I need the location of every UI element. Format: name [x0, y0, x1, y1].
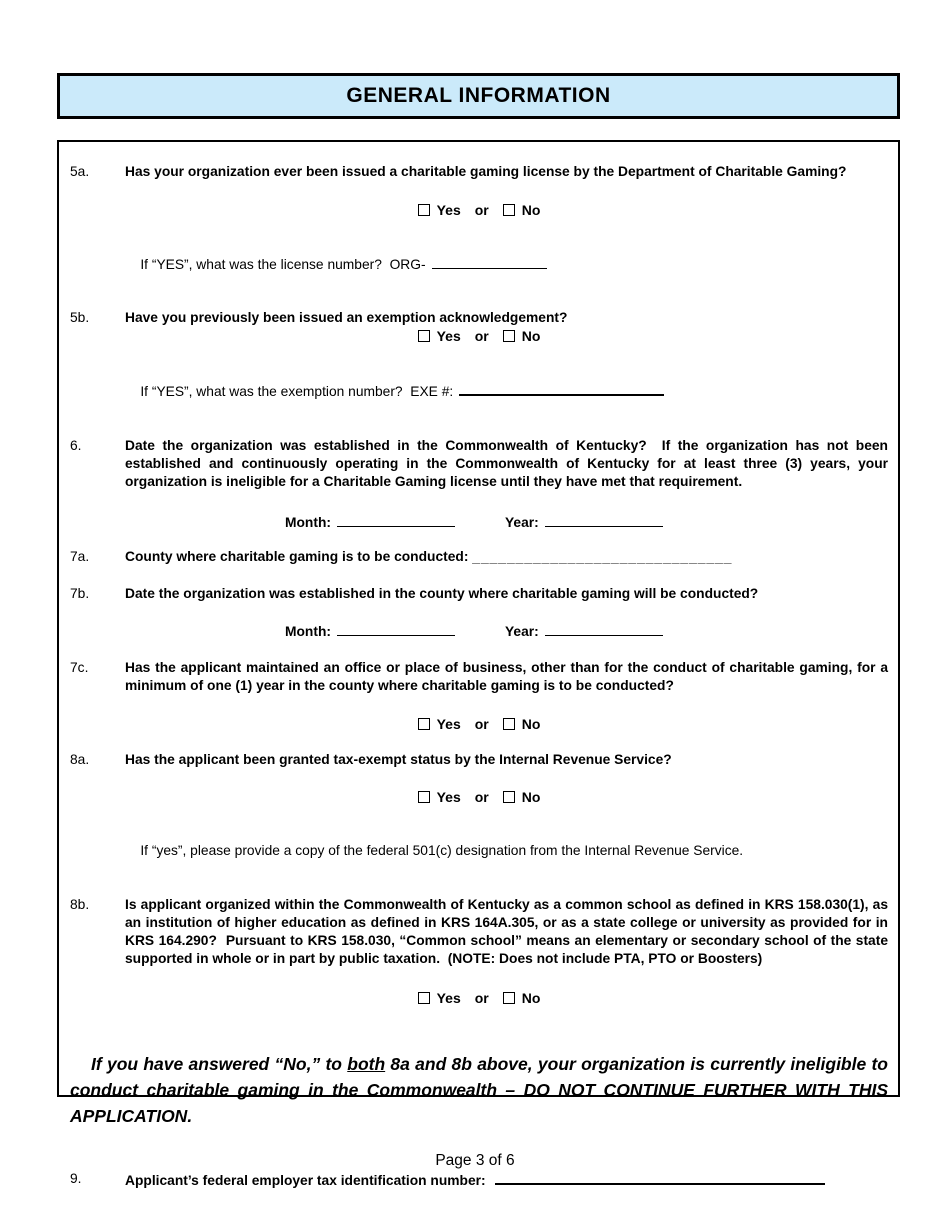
question-label: County where charitable gaming is to be conducted: — [125, 549, 473, 564]
question-8b — [70, 896, 892, 968]
no-label: No — [521, 328, 541, 344]
warning-underlined-word: both — [347, 1054, 386, 1074]
or-label: or — [474, 328, 489, 344]
month-input[interactable] — [337, 512, 455, 527]
no-label: No — [521, 716, 541, 732]
question-number: 8b. — [70, 897, 90, 912]
question-text: Have you previously been issued an exemption acknowledgement? — [125, 310, 568, 325]
or-label: or — [474, 202, 489, 218]
question-5b-followup — [125, 363, 888, 419]
no-label: No — [521, 202, 541, 218]
month-label: Month: — [285, 515, 331, 530]
yes-checkbox[interactable] — [418, 204, 430, 216]
exemption-number-input[interactable] — [459, 381, 664, 396]
month-input[interactable] — [337, 621, 455, 636]
ineligibility-warning — [70, 1025, 893, 1155]
question-5b — [70, 309, 888, 327]
question-8b-yesno — [70, 989, 888, 1007]
question-7b-date-row — [70, 621, 888, 641]
question-text: Date the organization was established in the Commonwealth of Kentucky? If the organization has not been established and continuously operating in the Commonwealth of Kentucky for at least three (3) years, your organization is ineligible for a Charitable Gaming license until they have met that requirement. — [125, 438, 892, 489]
page-number: Page 3 of 6 — [435, 1152, 515, 1169]
yes-label: Yes — [436, 716, 461, 732]
question-text: Has your organization ever been issued a charitable gaming license by the Department of Charitable Gaming? — [125, 164, 847, 179]
no-checkbox[interactable] — [503, 992, 515, 1004]
yes-label: Yes — [436, 202, 461, 218]
no-label: No — [521, 789, 541, 805]
yes-label: Yes — [436, 328, 461, 344]
yes-label: Yes — [436, 990, 461, 1006]
question-text — [125, 1170, 888, 1190]
question-number: 8a. — [70, 752, 90, 767]
year-label: Year: — [504, 624, 539, 639]
no-checkbox[interactable] — [503, 204, 515, 216]
no-label: No — [521, 990, 541, 1006]
question-text: Has the applicant been granted tax-exempt status by the Internal Revenue Service? — [125, 752, 672, 767]
question-9 — [70, 1170, 888, 1190]
or-label: or — [474, 990, 489, 1006]
question-text: Date the organization was established in the county where charitable gaming will be conducted? — [125, 586, 759, 601]
yes-checkbox[interactable] — [418, 330, 430, 342]
year-input[interactable] — [545, 621, 663, 636]
question-text: Is applicant organized within the Commonwealth of Kentucky as a common school as defined in KRS 158.030(1), as an institution of higher education as defined in KRS 164A.305, or as a state college or university as provided for in KRS 164.290? Pursuant to KRS 158.030, “Common school” means an elementary or secondary school of the state supported in whole or in part by public taxation. (NOTE: Does not include PTA, PTO or Boosters) — [125, 897, 892, 966]
question-5a — [70, 163, 888, 181]
year-label: Year: — [504, 515, 539, 530]
warning-text-part2: 8a and 8b above, your organization is currently ineligible to conduct charitable gaming in the Commonwealth – DO NOT CONTINUE FURTHER WITH THIS APPLICATION. — [70, 1054, 893, 1126]
or-label: or — [474, 789, 489, 805]
note-text: If “yes”, please provide a copy of the federal 501(c) designation from the Internal Revenue Service. — [140, 843, 744, 858]
or-label: or — [474, 716, 489, 732]
license-number-input[interactable] — [432, 254, 547, 269]
page-footer — [0, 1152, 950, 1170]
no-checkbox[interactable] — [503, 718, 515, 730]
yes-label: Yes — [436, 789, 461, 805]
month-label: Month: — [285, 624, 331, 639]
page-title: GENERAL INFORMATION — [346, 84, 611, 107]
question-text: Has the applicant maintained an office or place of business, other than for the conduct of charitable gaming, for a minimum of one (1) year in the county where charitable gaming is to be conducted? — [125, 660, 892, 693]
question-5a-yesno — [70, 201, 888, 219]
question-number: 5a. — [70, 164, 90, 179]
question-8a-note — [125, 824, 888, 878]
yes-checkbox[interactable] — [418, 718, 430, 730]
followup-text: If “YES”, what was the license number? ORG- — [140, 257, 426, 272]
question-5b-yesno — [70, 327, 888, 345]
no-checkbox[interactable] — [503, 791, 515, 803]
county-input[interactable]: ______________________________ — [472, 549, 733, 564]
federal-tax-id-input[interactable] — [495, 1170, 825, 1185]
yes-checkbox[interactable] — [418, 992, 430, 1004]
question-number: 7c. — [70, 660, 89, 675]
question-number: 9. — [70, 1171, 82, 1186]
warning-text-part1: If you have answered “No,” to — [91, 1054, 348, 1074]
year-input[interactable] — [545, 512, 663, 527]
question-6-date-row — [70, 512, 888, 532]
question-text — [125, 548, 888, 566]
yes-checkbox[interactable] — [418, 791, 430, 803]
question-7b — [70, 585, 888, 603]
question-number: 6. — [70, 438, 82, 453]
section-header — [57, 73, 900, 119]
question-7c — [70, 659, 892, 695]
question-number: 5b. — [70, 310, 90, 325]
question-label: Applicant’s federal employer tax identification number: — [125, 1173, 490, 1188]
followup-text: If “YES”, what was the exemption number? EXE #: — [140, 384, 454, 399]
question-number: 7a. — [70, 549, 90, 564]
question-7a — [70, 548, 888, 566]
question-8a-yesno — [70, 788, 888, 806]
question-number: 7b. — [70, 586, 90, 601]
question-5a-followup — [125, 236, 888, 292]
question-8a — [70, 751, 888, 769]
question-7c-yesno — [70, 715, 888, 733]
no-checkbox[interactable] — [503, 330, 515, 342]
question-6 — [70, 437, 892, 491]
